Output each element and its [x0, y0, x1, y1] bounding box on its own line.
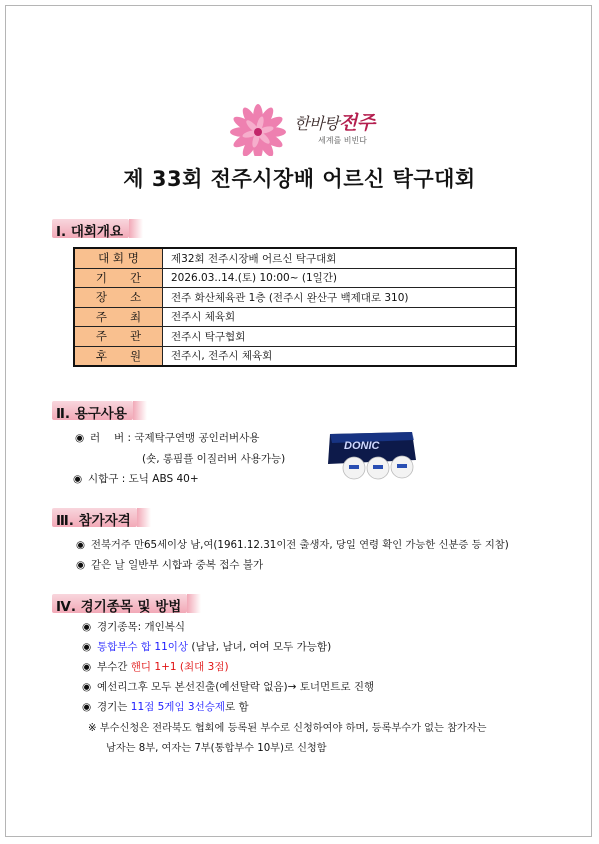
row-value: 전주시 탁구협회 — [163, 327, 517, 347]
ball-line: ◉ 시합구 : 도닉 ABS 40+ — [73, 473, 199, 485]
table-row — [74, 307, 516, 327]
bullet-icon: ◉ — [82, 641, 92, 653]
section-heading-events: Ⅳ. 경기종목 및 방법 — [52, 594, 187, 613]
table-row — [74, 268, 516, 288]
table-row — [74, 288, 516, 308]
row-label: 주 최 — [74, 307, 163, 327]
overview-table — [73, 247, 517, 367]
bullet-icon: ◉ — [82, 621, 92, 633]
bullet-icon: ◉ — [82, 661, 92, 673]
row-label: 장 소 — [74, 288, 163, 308]
table-row — [74, 346, 516, 366]
bullet-icon: ◉ — [75, 432, 85, 444]
table-row — [74, 327, 516, 347]
list-item: ◉ 경기종목: 개인복식 — [82, 621, 186, 633]
row-label: 기 간 — [74, 268, 163, 288]
logo-wordmark: 한바탕전주 — [294, 112, 375, 134]
note-line: ※ 부수신청은 전라북도 협회에 등록된 부수로 신청하여야 하며, 등록부수가 없는 참가자는 — [88, 723, 487, 734]
document-title: 제 33회 전주시장배 어르신 탁구대회 — [123, 167, 476, 191]
logo — [222, 100, 392, 158]
bullet-icon: ◉ — [76, 539, 85, 551]
list-item: ◉ 같은 날 일반부 시합과 중복 접수 불가 — [76, 559, 264, 571]
table-row — [74, 248, 516, 268]
section-heading-eligibility: Ⅲ. 참가자격 — [52, 508, 137, 527]
bullet-icon: ◉ — [73, 473, 83, 485]
row-value: 제32회 전주시장배 어르신 탁구대회 — [163, 248, 517, 268]
list-item: ◉ 전북거주 만65세이상 남,여(1961.12.31이전 출생자, 당일 연령 확인 가능한 신분증 등 지참) — [76, 539, 509, 551]
note-line-continued: 남자는 8부, 여자는 7부(통합부수 10부)로 신청함 — [106, 743, 327, 754]
ball-product-image — [324, 430, 420, 482]
list-item: ◉ 예선리그후 모두 본선진출(예선탈락 없음)→ 토너먼트로 진행 — [82, 681, 375, 693]
row-label: 후 원 — [74, 346, 163, 366]
row-label: 대 회 명 — [74, 248, 163, 268]
logo-slogan: 세계를 비빈다 — [318, 136, 367, 145]
row-value: 전주시, 전주시 체육회 — [163, 346, 517, 366]
list-item: ◉ 부수간 핸디 1+1 (최대 3점) — [82, 661, 229, 673]
note-mark-icon: ※ — [88, 723, 97, 734]
section-heading-equipment: Ⅱ. 용구사용 — [52, 401, 133, 420]
brand-text: DONIC — [344, 440, 380, 452]
rubber-line: ◉ 러 버 : 국제탁구연맹 공인러버사용 — [75, 432, 260, 444]
rubber-subline: (숏, 롱핌플 이질러버 사용가능) — [142, 453, 286, 465]
row-value: 전주시 체육회 — [163, 307, 517, 327]
flower-logo-icon — [222, 100, 294, 156]
section-heading-overview: Ⅰ. 대회개요 — [52, 219, 129, 238]
row-value: 전주 화산체육관 1층 (전주시 완산구 백제대로 310) — [163, 288, 517, 308]
bullet-icon: ◉ — [82, 701, 92, 713]
row-label: 주 관 — [74, 327, 163, 347]
bullet-icon: ◉ — [82, 681, 92, 693]
list-item: ◉ 통합부수 합 11이상 (남남, 남녀, 여여 모두 가능함) — [82, 641, 332, 653]
list-item: ◉ 경기는 11점 5게임 3선승제로 함 — [82, 701, 249, 713]
bullet-icon: ◉ — [76, 559, 86, 571]
row-value: 2026.03..14.(토) 10:00~ (1일간) — [163, 268, 517, 288]
